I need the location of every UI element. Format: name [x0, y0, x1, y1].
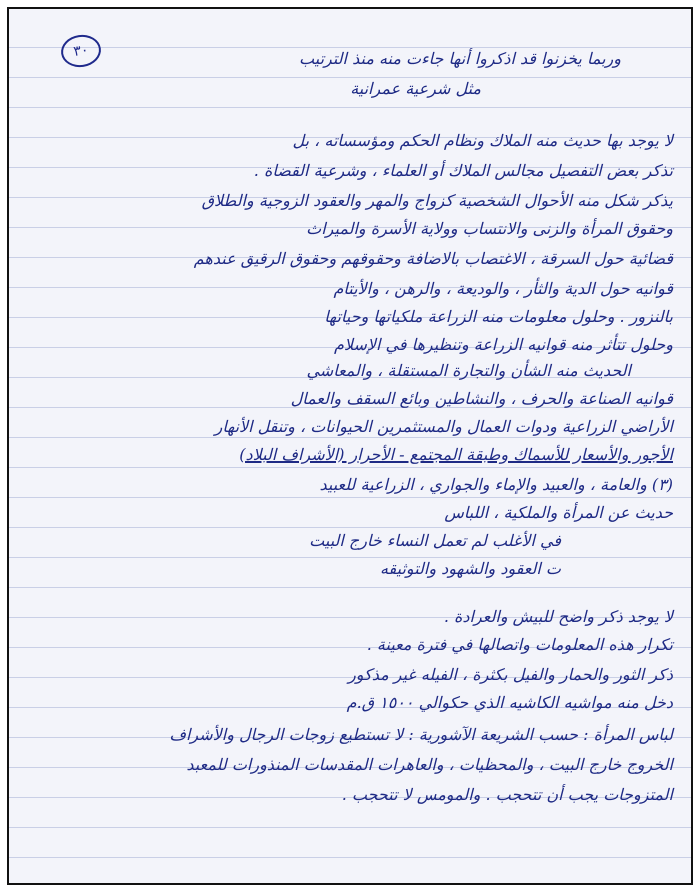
rule-line — [9, 527, 691, 528]
rule-line — [9, 47, 691, 48]
text-line: حديث عن المرأة والملكية ، اللباس — [444, 503, 673, 522]
text-line: مثل شرعية عمرانية — [350, 79, 481, 98]
rule-line — [9, 437, 691, 438]
text-line: قوانيه حول الدية والثأر ، والوديعة ، والرهن ، والأيتام — [333, 279, 673, 298]
text-line: الأراضي الزراعية ودوات العمال والمستثمرين الحيوانات ، وتنقل الأنهار — [214, 417, 673, 436]
text-line: (٣) والعامة ، والعبيد والإماء والجواري ، الزراعية للعبيد — [319, 475, 673, 494]
rule-line — [9, 467, 691, 468]
rule-line — [9, 77, 691, 78]
text-line: لا يوجد ذكر واضح للبيش والعرادة . — [443, 607, 673, 626]
text-line: قضائية حول السرقة ، الاغتصاب بالاضافة وحقوقهم وحقوق الرقيق عندهم — [193, 249, 673, 268]
rule-line — [9, 827, 691, 828]
text-line: المتزوجات يجب أن تتحجب . والمومس لا تتحجب . — [341, 785, 673, 804]
rule-line — [9, 587, 691, 588]
text-line: الحديث منه الشأن والتجارة المستقلة ، والمعاشي — [306, 361, 631, 380]
rule-line — [9, 497, 691, 498]
text-line: الخروج خارج البيت ، والمحظيات ، والعاهرات المقدسات المنذورات للمعبد — [186, 755, 673, 774]
text-line: في الأغلب لم تعمل النساء خارج البيت — [309, 531, 561, 550]
text-line: تكرار هذه المعلومات واتصالها في فترة معينة . — [366, 635, 673, 654]
text-line: وحلول تتأثر منه قوانيه الزراعة وتنظيرها في الإسلام — [334, 335, 673, 354]
text-line: ت العقود والشهود والتوثيقه — [379, 559, 561, 578]
text-line: يذكر شكل منه الأحوال الشخصية كزواج والمهر والعقود الزوجية والطلاق — [201, 191, 673, 210]
text-line: قوانيه الصناعة والحرف ، والنشاطين وبائع السقف والعمال — [290, 389, 673, 408]
text-line: ذكر الثور والحمار والفيل بكثرة ، الفيله غير مذكور — [348, 665, 673, 684]
page-number-circled: ٣٠ — [59, 32, 103, 69]
rule-line — [9, 107, 691, 108]
text-line: بالنزور . وحلول معلومات منه الزراعة ملكياتها وحياتها — [324, 307, 673, 326]
text-line: تذكر بعض التفصيل مجالس الملاك أو العلماء ، وشرعية القضاة . — [253, 161, 673, 180]
lined-paper-sheet — [7, 7, 693, 885]
text-line: وحقوق المرأة والزنى والانتساب وولاية الأسرة والميراث — [306, 219, 673, 238]
text-line: دخل منه مواشيه الكاشيه الذي حكوالي ١٥٠٠ ق.م — [346, 693, 673, 712]
text-line: لباس المرأة : حسب الشريعة الآشورية : لا تستطيع زوجات الرجال والأشراف — [169, 725, 673, 744]
text-line: الأجور والأسعار للأسماك وطبقة المجتمع - الأحرار (الأشراف البلاد) — [239, 445, 673, 464]
rule-line — [9, 857, 691, 858]
text-line: وربما يخزنوا قد اذكروا أنها جاءت منه منذ الترتيب — [299, 49, 621, 68]
rule-line — [9, 557, 691, 558]
text-line: لا يوجد بها حديث منه الملاك ونظام الحكم ومؤسساته ، بل — [292, 131, 673, 150]
